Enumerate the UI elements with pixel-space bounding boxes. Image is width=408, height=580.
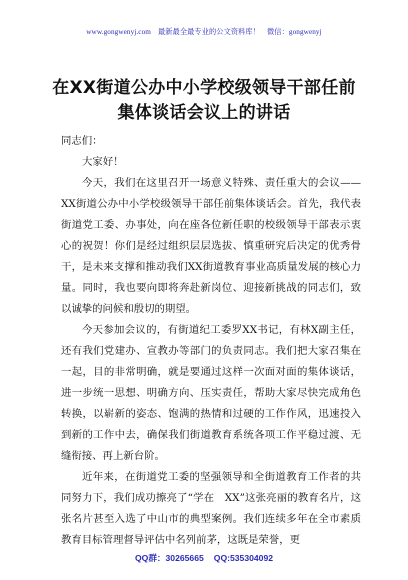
- body-paragraph-2: 今天参加会议的，有街道纪工委罗XX书记，有林X副主任，还有我们党建办、宣教办等部门的负责同志。我们把大家召集在一起，目的非常明确，就是要通过这样一次面对面的集体谈话，进一步统一思想、明确方向、压实责任，帮助大家尽快完成角色转换，以崭新的姿态、饱满的热情和过硬的工作作风，迅速投入到新的工作中去，确保我们街道教育系统各项工作平稳过渡、无缝衔接、再上新台阶。: [61, 324, 361, 462]
- page-footer: [0, 552, 408, 564]
- site-slogan: 最新最全最专业的公文资料库！: [157, 28, 261, 36]
- document-title-line-1: 在XX街道公办中小学校级领导干部任前: [52, 78, 356, 98]
- site-url[interactable]: www.gongwenyj.com: [86, 28, 151, 36]
- page-header: [0, 27, 408, 37]
- salutation: 同志们：: [61, 135, 103, 147]
- qq-group: QQ群：30265665: [134, 553, 204, 563]
- wechat-id: 微信：gongwenyj: [267, 28, 322, 36]
- qq-number: QQ:535304092: [213, 553, 274, 563]
- body-paragraph-1: 今天，我们在这里召开一场意义特殊、责任重大的会议——XX街道公办中小学校级领导干部任前集体谈话会。首先，我代表街道党工委、办事处，向在座各位新任职的校级领导干部表示衷心的祝贺！你们是经过组织层层选拔、慎重研究后决定的优秀骨干，是未来支撑和推动我们XX街道教育事业高质量发展的核心力量。同时，我也要向即将奔赴新岗位、迎接新挑战的同志们，致以诚挚的问候和殷切的期望。: [61, 177, 361, 315]
- body-paragraph-3: 近年来，在街道党工委的坚强领导和全街道教育工作者的共同努力下，我们成功擦亮了“学在 XX”这张亮丽的教育名片，这张名片甚至入选了中山市的典型案例。我们连续多年在全市素质教育目标管理督导评估中名列前茅，这既是荣誉，更: [61, 471, 361, 546]
- document-body: [61, 131, 361, 551]
- greeting: 大家好！: [82, 156, 124, 168]
- document-title-line-2: 集体谈话会议上的讲话: [117, 103, 291, 123]
